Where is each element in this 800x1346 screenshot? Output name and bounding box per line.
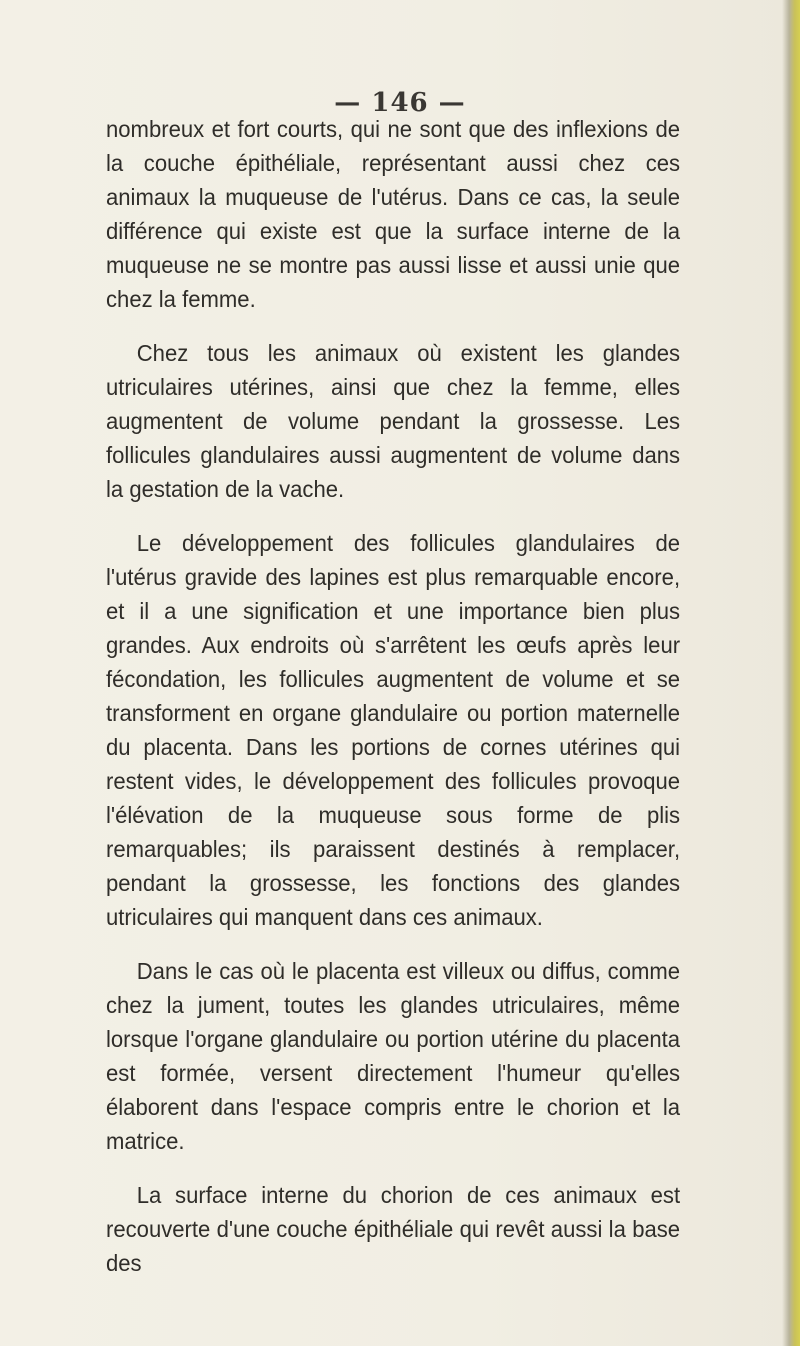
paragraph: Chez tous les animaux où existent les glandes utriculaires utérines, ainsi que chez la femme, elles augmentent de volume pendant la grossesse. Les follicules glandulaires aussi augmentent de volume dans la gestation de la vache. bbox=[106, 340, 681, 502]
body-text bbox=[106, 112, 680, 1300]
paragraph: Le développement des follicules glandulaires de l'utérus gravide des lapines est plus remarquable encore, et il a une signification et une importance bien plus grandes. Aux endroits où s'arrêtent les œufs après leur fécondation, les follicules augmentent de volume et se transforment en organe glandulaire ou portion maternelle du placenta. Dans les portions de cornes utérines qui restent vides, le développement des follicules provoque l'élévation de la muqueuse sous forme de plis remarquables; ils paraissent destinés à remplacer, pendant la grossesse, les fonctions des glandes utriculaires qui manquent dans ces animaux. bbox=[106, 530, 681, 930]
page-number: — 146 — bbox=[334, 88, 466, 118]
paragraph: La surface interne du chorion de ces animaux est recouverte d'une couche épithéliale qui revêt aussi la base des bbox=[106, 1182, 681, 1276]
paragraph: nombreux et fort courts, qui ne sont que des inflexions de la couche épithéliale, représentant aussi chez ces animaux la muqueuse de l'utérus. Dans ce cas, la seule différence qui existe est que la surface interne de la muqueuse ne se montre pas aussi lisse et aussi unie que chez la femme. bbox=[106, 116, 681, 312]
page-edge bbox=[782, 0, 800, 1346]
paragraph: Dans le cas où le placenta est villeux ou diffus, comme chez la jument, toutes les glandes utriculaires, même lorsque l'organe glandulaire ou portion utérine du placenta est formée, versent directement l'humeur qu'elles élaborent dans l'espace compris entre le chorion et la matrice. bbox=[106, 958, 681, 1154]
